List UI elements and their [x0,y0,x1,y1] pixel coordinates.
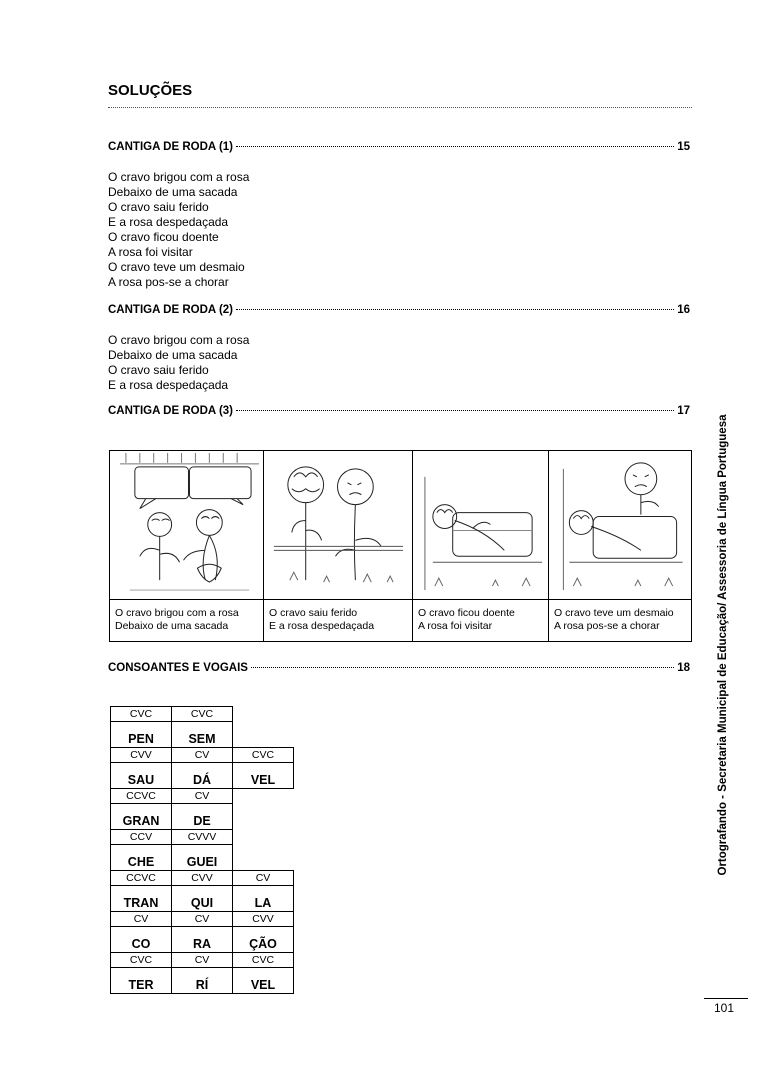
toc-leader [236,410,674,411]
toc-label: CANTIGA DE RODA (3) [108,405,234,417]
verse-1 [108,170,249,290]
toc-label: CANTIGA DE RODA (2) [108,304,234,316]
toc-leader [236,309,674,310]
dotted-divider [108,107,692,108]
caption-panel-4 [549,600,691,641]
pattern-row [111,871,294,886]
toc-page: 17 [677,405,690,417]
toc-page: 15 [677,141,690,153]
syllable-cell: QUI [172,886,233,912]
side-running-header [708,295,738,995]
verse-line: O cravo brigou com a rosa [108,170,250,184]
verse-line: O cravo saiu ferido [108,363,209,377]
syllable-cell: VEL [233,763,294,789]
syllable-cell: DE [172,804,233,830]
verse-line: O cravo brigou com a rosa [108,333,250,347]
syllable-row [111,886,294,912]
pattern-cell: CVC [233,748,294,763]
panel-1-illustration [110,451,264,600]
caption-line: O cravo ficou doente [418,607,515,619]
syllable-cell: CHE [111,845,172,871]
pattern-cell: CV [172,912,233,927]
toc-leader [251,667,674,668]
syllable-cell: RÍ [172,968,233,994]
toc-entry-cantiga-2 [108,304,690,316]
panel-3-illustration [413,451,549,600]
syllable-cell: TRAN [111,886,172,912]
caption-panel-2 [264,600,413,641]
page-number-rule [704,998,748,999]
syllable-cell: DÁ [172,763,233,789]
pattern-cell: CCVC [111,789,172,804]
verse-line: O cravo saiu ferido [108,200,209,214]
syllable-row [111,968,294,994]
flowers-fence-drawing [264,451,412,599]
side-running-header-text: Ortografando - Secretaria Municipal de Educação/ Assessoria de Língua Portuguesa [717,414,729,876]
caption-line: O cravo brigou com a rosa [115,607,239,619]
syllable-cell: LA [233,886,294,912]
pattern-row [111,789,294,804]
verse-line: A rosa pos-se a chorar [108,275,229,289]
caption-line: O cravo saiu ferido [269,607,358,619]
syllable-cell: TER [111,968,172,994]
pattern-cell: CVC [233,953,294,968]
pattern-row [111,707,294,722]
rose-crying-drawing [549,451,691,599]
toc-label: CANTIGA DE RODA (1) [108,141,234,153]
carnation-rose-argue-drawing [110,451,263,599]
syllable-row [111,804,294,830]
verse-line: E a rosa despedaçada [108,215,229,229]
panel-2-illustration [264,451,413,600]
syllable-table [110,706,294,994]
syllable-cell: GUEI [172,845,233,871]
page-title: SOLUÇÕES [108,82,193,99]
pattern-row [111,912,294,927]
sick-carnation-drawing [413,451,548,599]
toc-page: 18 [677,662,690,674]
toc-leader [236,146,674,147]
syllable-cell: CO [111,927,172,953]
toc-entry-cantiga-1 [108,141,690,153]
pattern-row [111,748,294,763]
syllable-cell: SAU [111,763,172,789]
pattern-cell: CVV [111,748,172,763]
syllable-cell: ÇÃO [233,927,294,953]
pattern-cell: CV [172,789,233,804]
page-number: 101 [714,1001,735,1015]
syllable-cell: PEN [111,722,172,748]
syllable-row [111,763,294,789]
verse-line: A rosa foi visitar [108,245,193,259]
caption-line: A rosa foi visitar [418,620,493,632]
verse-line: E a rosa despedaçada [108,378,229,392]
comic-strip [109,450,692,642]
pattern-cell: CV [172,748,233,763]
pattern-cell: CVC [172,707,233,722]
panel-4-illustration [549,451,691,600]
pattern-cell: CV [233,871,294,886]
caption-line: E a rosa despedaçada [269,620,375,632]
pattern-cell: CVC [111,707,172,722]
verse-line: Debaixo de uma sacada [108,185,238,199]
pattern-cell: CVC [111,953,172,968]
syllable-cell: VEL [233,968,294,994]
syllable-cell: GRAN [111,804,172,830]
pattern-cell: CCV [111,830,172,845]
pattern-cell: CV [172,953,233,968]
toc-entry-cantiga-3 [108,405,690,417]
caption-panel-1 [110,600,264,641]
pattern-cell: CVV [233,912,294,927]
pattern-cell: CVV [172,871,233,886]
verse-line: O cravo teve um desmaio [108,260,245,274]
syllable-cell: RA [172,927,233,953]
toc-label: CONSOANTES E VOGAIS [108,662,248,674]
pattern-cell: CCVC [111,871,172,886]
verse-line: O cravo ficou doente [108,230,219,244]
pattern-row [111,953,294,968]
syllable-row [111,722,294,748]
syllable-row [111,845,294,871]
syllable-row [111,927,294,953]
pattern-cell: CV [111,912,172,927]
verse-line: Debaixo de uma sacada [108,348,238,362]
pattern-cell: CVVV [172,830,233,845]
syllable-cell: SEM [172,722,233,748]
caption-line: Debaixo de uma sacada [115,620,229,632]
toc-entry-consoantes [108,662,690,674]
pattern-row [111,830,294,845]
caption-line: O cravo teve um desmaio [554,607,674,619]
verse-2 [108,333,249,393]
caption-line: A rosa pos-se a chorar [554,620,660,632]
caption-panel-3 [413,600,549,641]
toc-page: 16 [677,304,690,316]
